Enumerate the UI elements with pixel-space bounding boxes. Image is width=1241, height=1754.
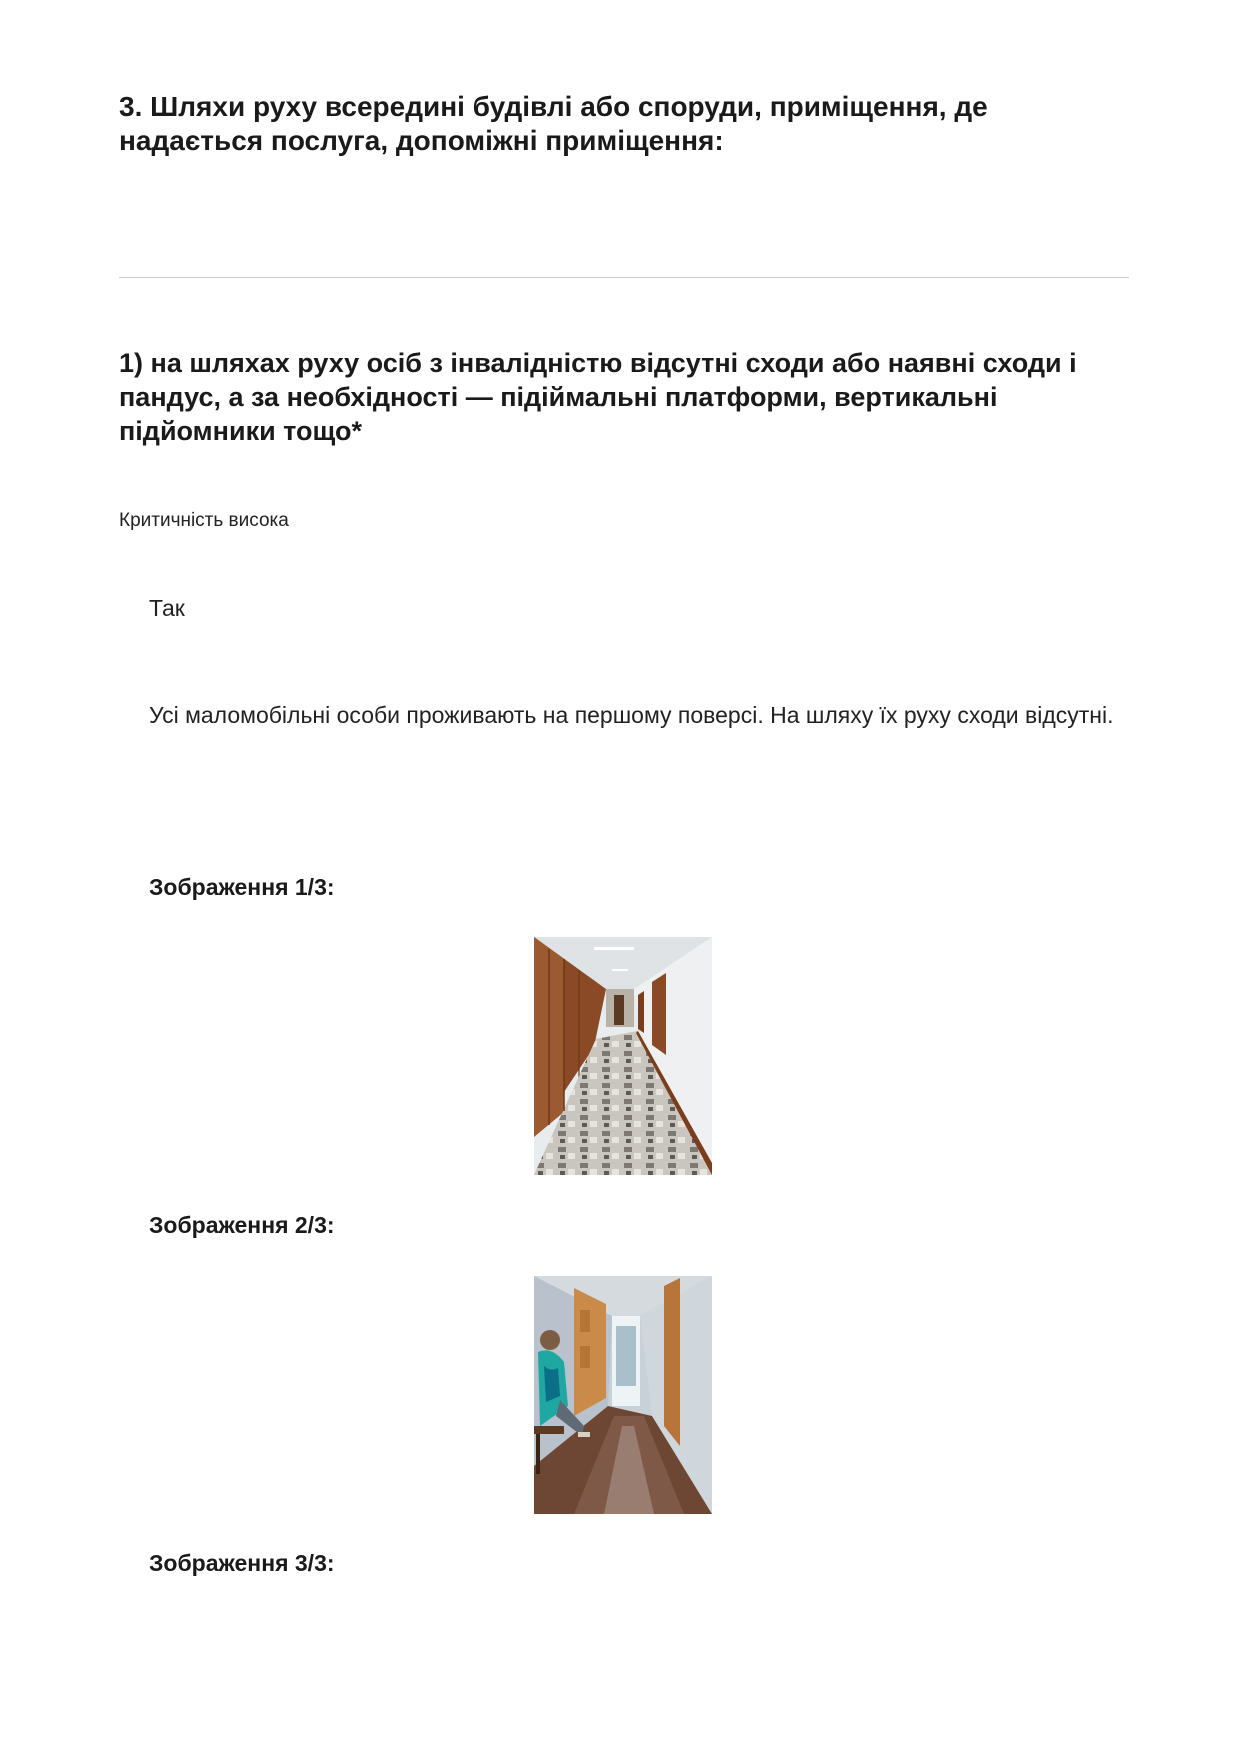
image-label-2: Зображення 2/3: (149, 1212, 335, 1238)
section-divider (119, 277, 1129, 278)
answer-value: Так (149, 595, 185, 621)
section-title: 3. Шляхи руху всередині будівлі або споруди, приміщення, де надається послуга, допоміжні приміщення: (119, 91, 988, 156)
image-label-3: Зображення 3/3: (149, 1550, 335, 1576)
answer-comment: Усі маломобільні особи проживають на першому поверсі. На шляху їх руху сходи відсутні. (149, 702, 1114, 728)
corridor-carpet-photo (534, 937, 712, 1175)
question-title: 1) на шляхах руху осіб з інвалідністю відсутні сходи або наявні сходи і пандус, а за необхідності — підіймальні платформи, вертикальні підйомники тощо* (119, 348, 1077, 446)
criticality-label: Критичність висока (119, 510, 289, 531)
image-label-1: Зображення 1/3: (149, 874, 335, 900)
corridor-floor-photo (534, 1276, 712, 1514)
